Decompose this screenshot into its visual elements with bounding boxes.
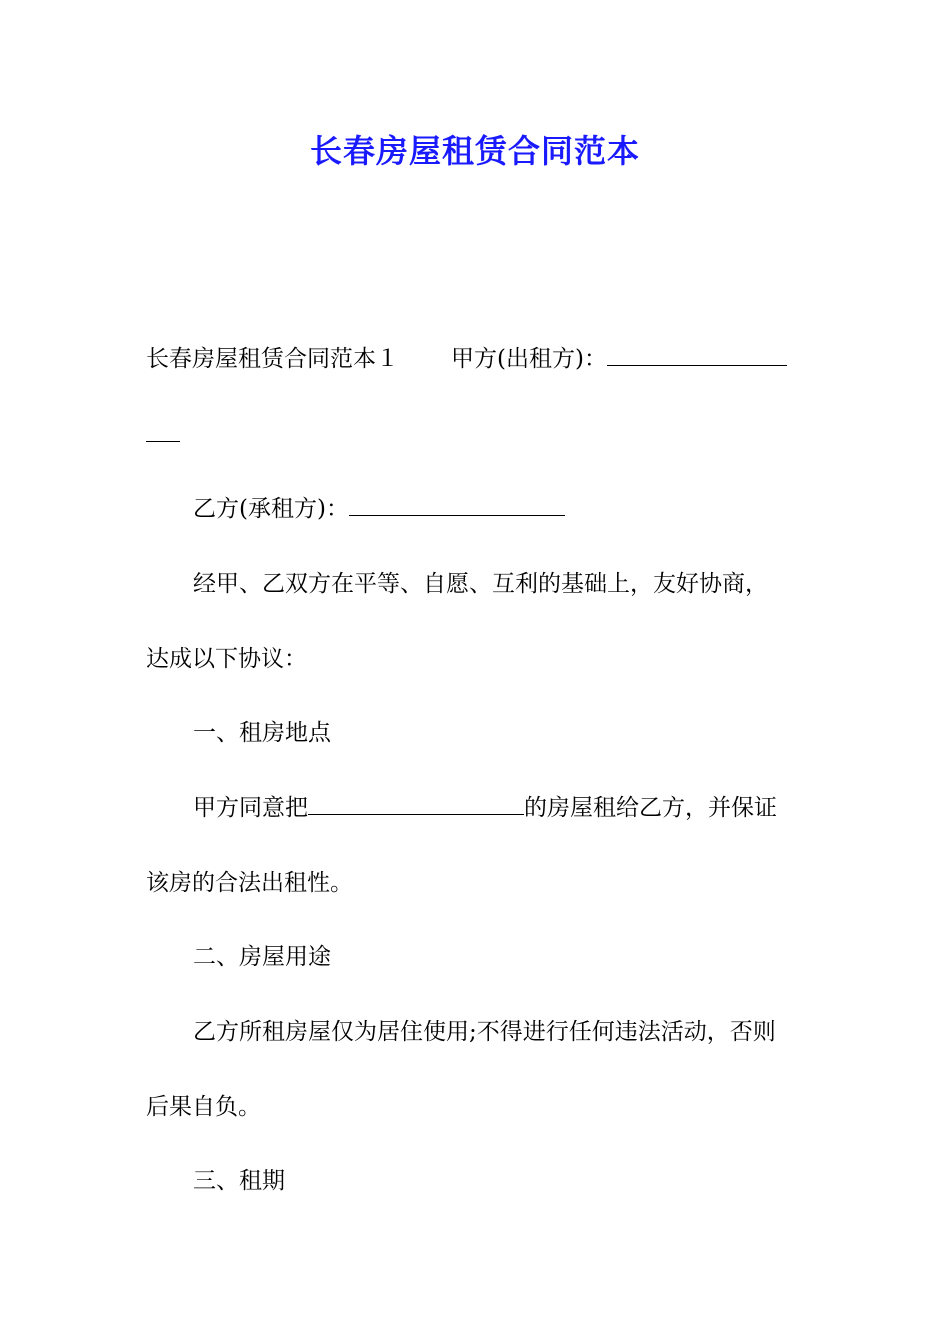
section-1-text-b: 的房屋租给乙方，并保证: [524, 795, 777, 821]
address-blank: [308, 792, 524, 815]
party-b-label: 乙方(承租方)：: [193, 496, 349, 522]
heading-line: [146, 342, 787, 376]
section-1-line-2: 该房的合法出租性。: [146, 870, 353, 896]
section-1-text-a: 甲方同意把: [193, 795, 308, 821]
section-1-title: 一、租房地点: [193, 720, 331, 746]
intro-line-1: 经甲、乙双方在平等、自愿、互利的基础上，友好协商，: [193, 571, 768, 597]
contract-heading: 长春房屋租赁合同范本１: [146, 346, 399, 372]
party-a-blank-continued: [146, 418, 180, 452]
party-b-blank: [349, 493, 565, 516]
party-a-blank: [607, 343, 787, 366]
party-a-blank-tail: [146, 419, 180, 442]
section-3-title: 三、租期: [193, 1168, 285, 1194]
party-a-label: 甲方(出租方)：: [451, 346, 607, 372]
section-2-title: 二、房屋用途: [193, 944, 331, 970]
party-b-line: [193, 492, 565, 526]
intro-line-2: 达成以下协议：: [146, 646, 307, 672]
document-title: 长春房屋租赁合同范本: [309, 132, 640, 170]
section-2-line-2: 后果自负。: [146, 1094, 261, 1120]
section-1-line-1: [193, 791, 777, 825]
section-2-line-1: 乙方所租房屋仅为居住使用;不得进行任何违法活动，否则: [193, 1019, 776, 1045]
